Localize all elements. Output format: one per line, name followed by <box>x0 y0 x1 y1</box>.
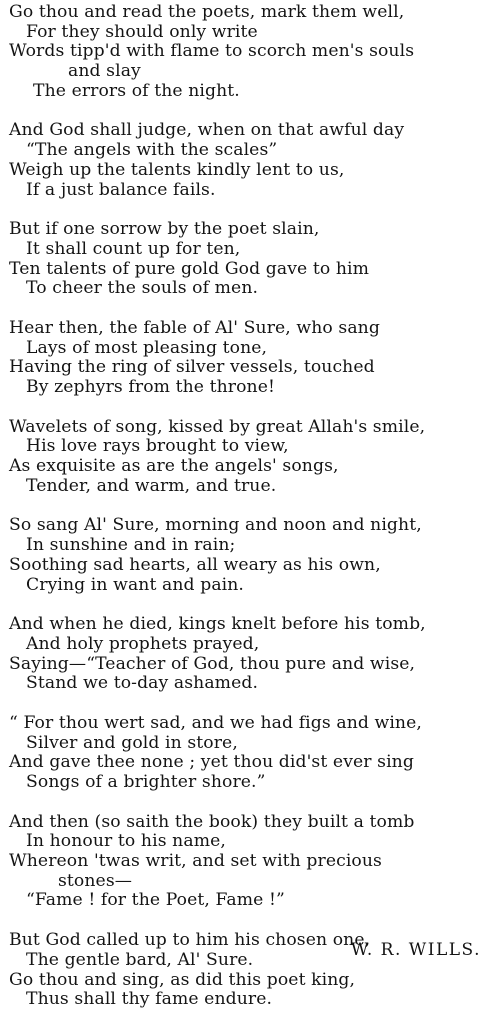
poem-line: But if one sorrow by the poet slain, <box>9 219 320 240</box>
poem-line: As exquisite as are the angels' songs, <box>9 456 339 477</box>
poem-line: So sang Al' Sure, morning and noon and night, <box>9 515 422 536</box>
poem-line: Tender, and warm, and true. <box>26 475 277 496</box>
poem-line: By zephyrs from the throne! <box>26 377 275 397</box>
poem-line: Weigh up the talents kindly lent to us, <box>9 159 345 180</box>
author-signature: W. R. WILLS. <box>350 940 481 960</box>
poem-line: Saying—“Teacher of God, thou pure and wise, <box>9 653 416 674</box>
poem-line: Crying in want and pain. <box>26 574 244 595</box>
stanza-7 <box>0 615 499 694</box>
poem-line: Stand we to-day ashamed. <box>26 673 259 694</box>
poem-line: And when he died, kings knelt before his tomb, <box>9 614 426 635</box>
stanza-5 <box>0 418 499 497</box>
poem-line: Hear then, the fable of Al' Sure, who sang <box>9 317 380 338</box>
stanza-4 <box>0 319 499 398</box>
poem-line: The gentle bard, Al' Sure. <box>26 949 254 970</box>
poem-line: In honour to his name, <box>26 831 226 852</box>
poem-line: In sunshine and in rain; <box>26 535 236 556</box>
poem-line: “ For thou wert sad, and we had figs and wine, <box>9 712 422 733</box>
stanza-3 <box>0 220 499 299</box>
stanza-1 <box>0 3 499 101</box>
poem-line: Whereon 'twas writ, and set with precious <box>9 851 382 872</box>
poem-line: Having the ring of silver vessels, touched <box>9 357 375 378</box>
poem-line: His love rays brought to view, <box>26 436 289 457</box>
poem-line: “Fame ! for the Poet, Fame !” <box>26 890 285 911</box>
poem-line: Songs of a brighter shore.” <box>26 772 266 792</box>
poem-line: Soothing sad hearts, all weary as his own, <box>9 554 381 575</box>
poem-line: Silver and gold in store, <box>26 732 238 753</box>
stanza-2 <box>0 121 499 200</box>
poem-line: And holy prophets prayed, <box>26 633 260 654</box>
poem-line: Words tipp'd with flame to scorch men's souls <box>9 41 415 62</box>
poem-line: It shall count up for ten, <box>26 238 241 259</box>
poem-line: But God called up to him his chosen one, <box>9 930 371 951</box>
poem-line: And gave thee none ; yet thou did'st ever sing <box>9 752 414 773</box>
poem-line: To cheer the souls of men. <box>26 278 259 299</box>
poem-line: And then (so saith the book) they built a tomb <box>9 811 415 832</box>
poem-line: The errors of the night. <box>33 80 240 101</box>
poem-line: Thus shall thy fame endure. <box>26 989 273 1010</box>
poem-line: And God shall judge, when on that awful day <box>9 120 405 141</box>
poem-line: “The angels with the scales” <box>26 140 278 161</box>
poem-line: Lays of most pleasing tone, <box>26 337 268 358</box>
poem-line: stones— <box>58 870 133 891</box>
poem-line: If a just balance fails. <box>26 179 216 200</box>
poem-line: Go thou and read the poets, mark them well, <box>9 2 405 22</box>
stanza-8 <box>0 714 499 793</box>
poem-line: Wavelets of song, kissed by great Allah's smile, <box>9 416 426 437</box>
stanza-9 <box>0 813 499 911</box>
poem-line: Go thou and sing, as did this poet king, <box>9 969 356 990</box>
poem-line: For they should only write <box>26 21 258 42</box>
poem-line: and slay <box>68 61 141 82</box>
stanza-6 <box>0 516 499 595</box>
poem-line: Ten talents of pure gold God gave to him <box>9 258 370 279</box>
